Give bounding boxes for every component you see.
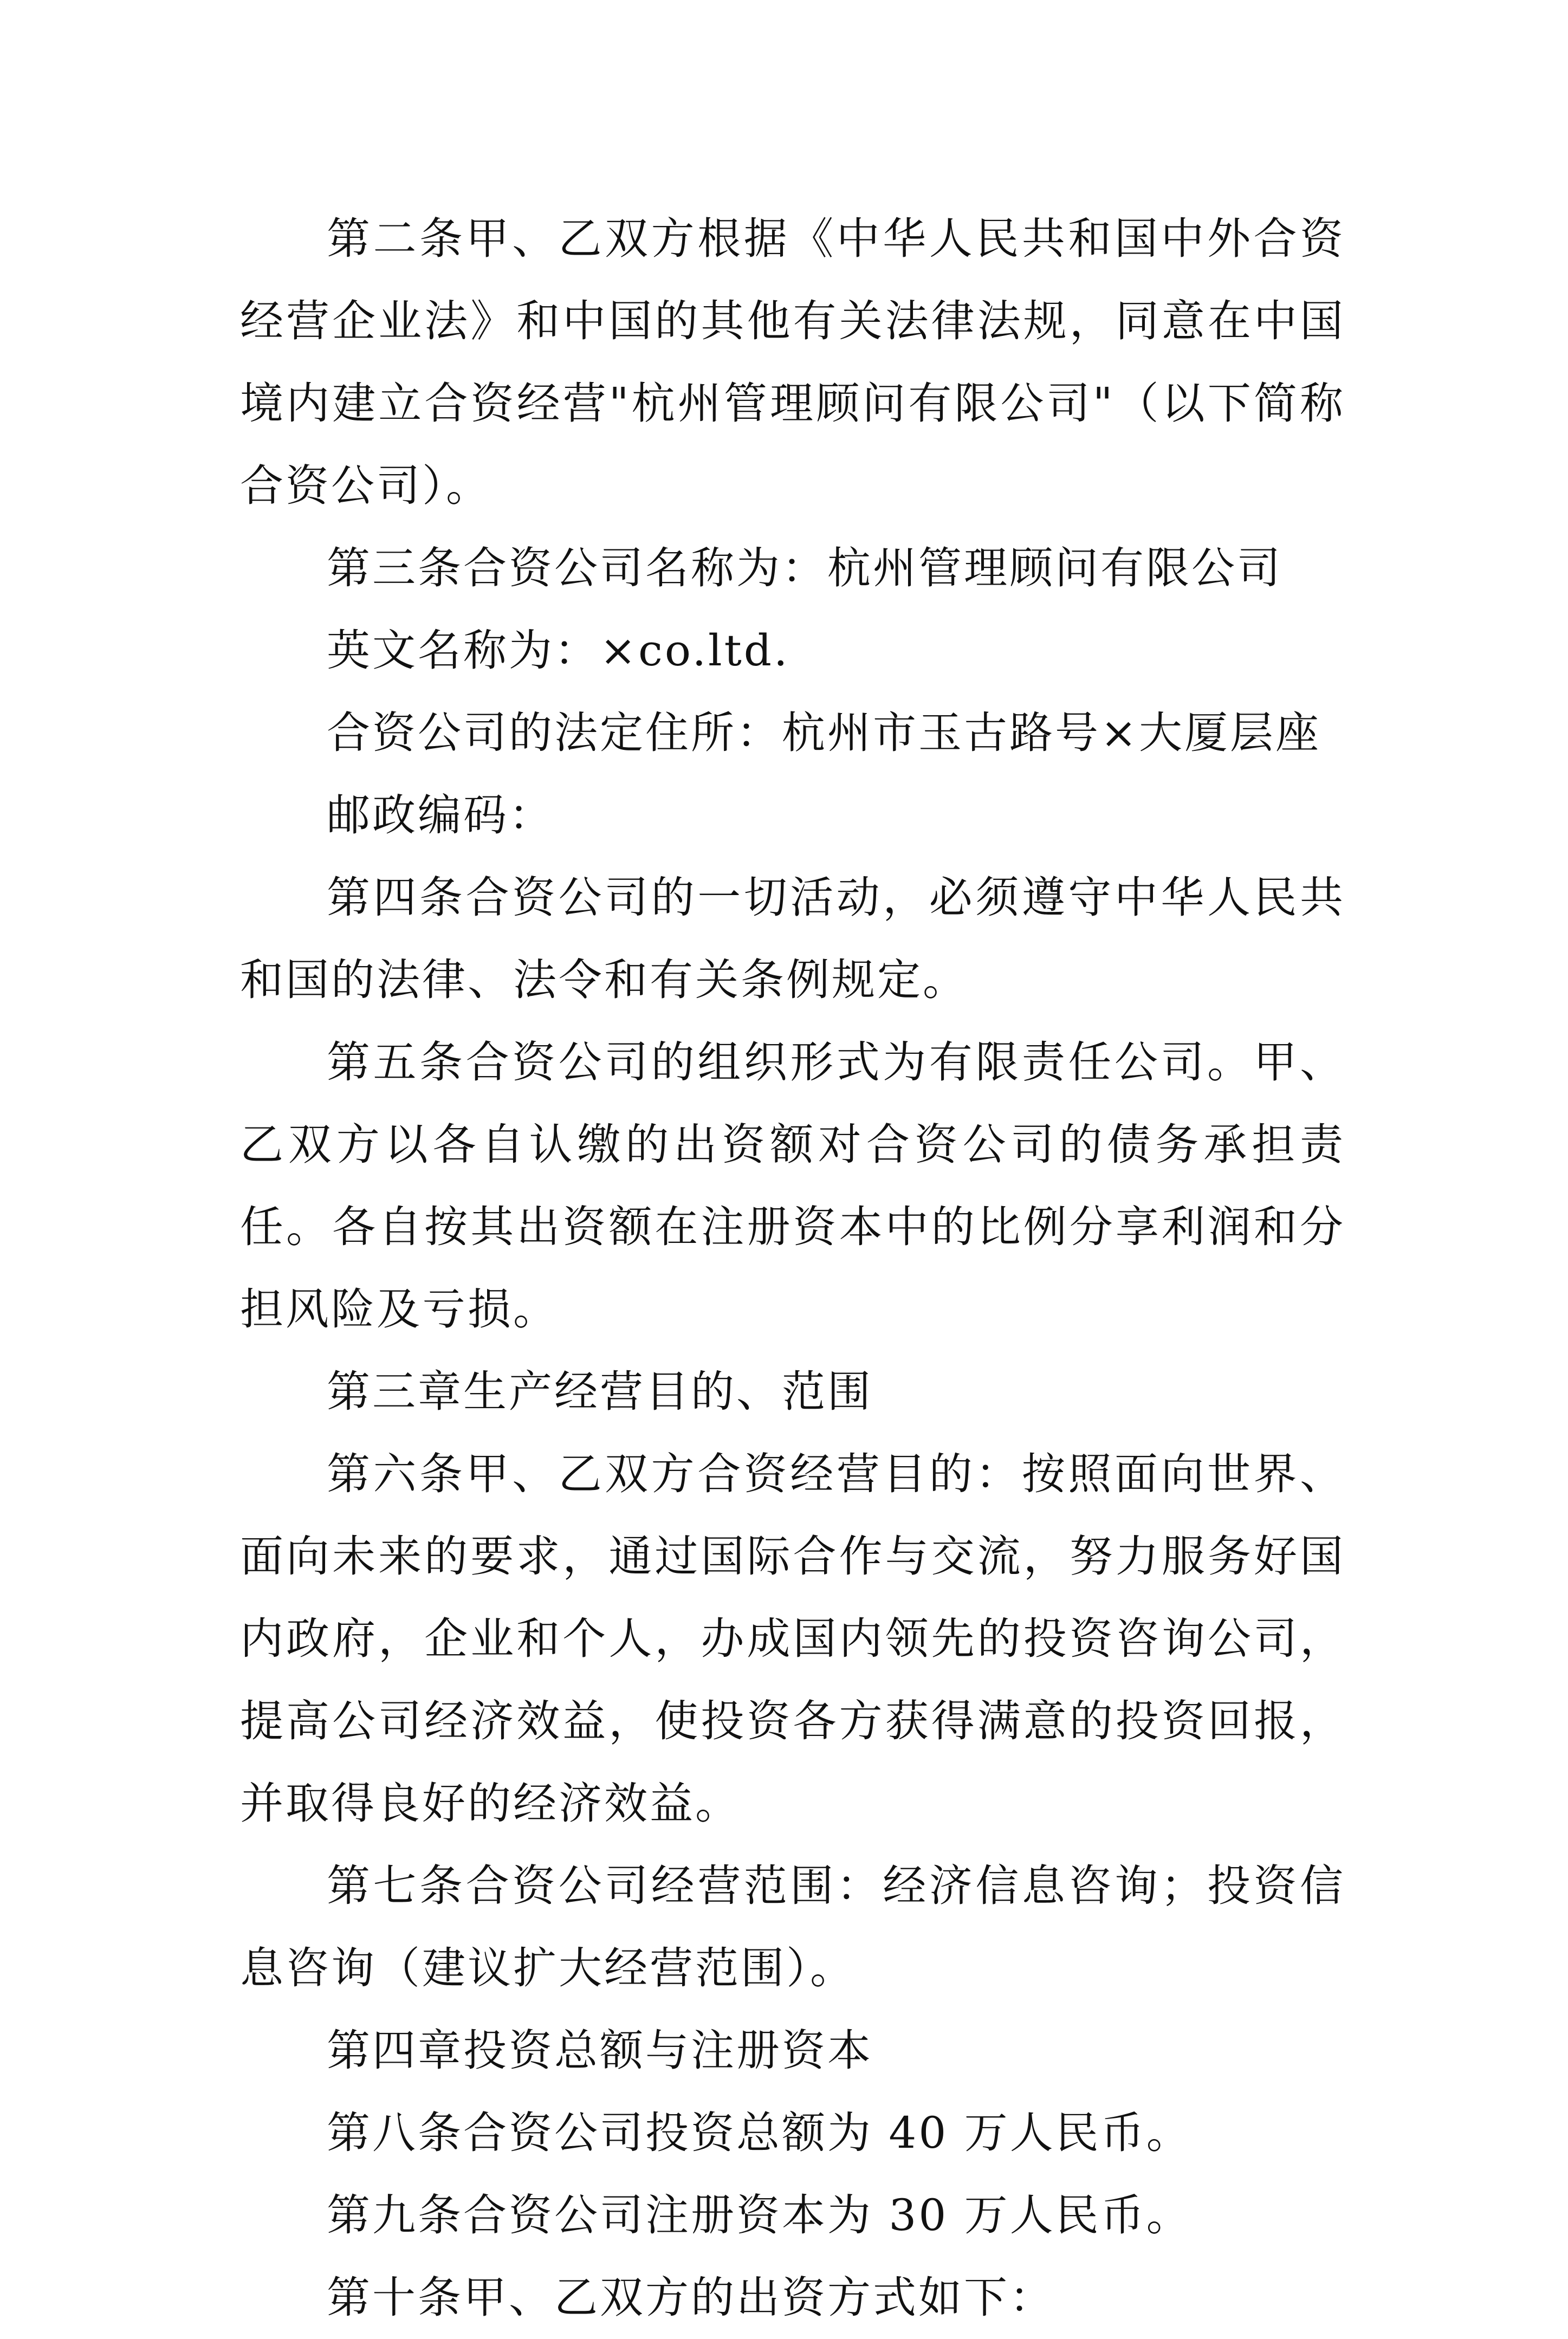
chapter-4-heading: 第四章投资总额与注册资本 (327, 2025, 873, 2076)
article-10-paragraph: 第十条甲、乙双方的出资方式如下： (327, 2272, 1055, 2323)
english-name-line: 英文名称为：×co.ltd. (327, 625, 790, 676)
article-7-paragraph: 第七条合资公司经营范围：经济信息咨询；投资信息咨询（建议扩大经营范围）。 (240, 1861, 1345, 1993)
article-2-paragraph: 第二条甲、乙双方根据《中华人民共和国中外合资经营企业法》和中国的其他有关法律法规，同意在中国境内建立合资经营"杭州管理顾问有限公司"（以下简称合资公司）。 (240, 213, 1345, 511)
postal-code-line: 邮政编码： (327, 790, 554, 840)
chapter-3-heading: 第三章生产经营目的、范围 (327, 1366, 873, 1417)
article-5-paragraph: 第五条合资公司的组织形式为有限责任公司。甲、乙双方以各自认缴的出资额对合资公司的债务承担责任。各自按其出资额在注册资本中的比例分享利润和分担风险及亏损。 (240, 1037, 1345, 1334)
article-9-paragraph: 第九条合资公司注册资本为 30 万人民币。 (327, 2190, 1192, 2240)
article-3-company-name: 第三条合资公司名称为：杭州管理顾问有限公司 (327, 543, 1282, 593)
article-6-paragraph: 第六条甲、乙双方合资经营目的：按照面向世界、面向未来的要求，通过国际合作与交流，努力服务好国内政府，企业和个人，办成国内领先的投资咨询公司，提高公司经济效益，使投资各方获得满意的投资回报，并取得良好的经济效益。 (240, 1449, 1345, 1829)
document-body (240, 198, 1345, 2339)
article-8-paragraph: 第八条合资公司投资总额为 40 万人民币。 (327, 2108, 1192, 2158)
legal-address-line: 合资公司的法定住所：杭州市玉古路号×大厦层座 (327, 708, 1321, 758)
article-4-paragraph: 第四条合资公司的一切活动，必须遵守中华人民共和国的法律、法令和有关条例规定。 (240, 872, 1345, 1005)
